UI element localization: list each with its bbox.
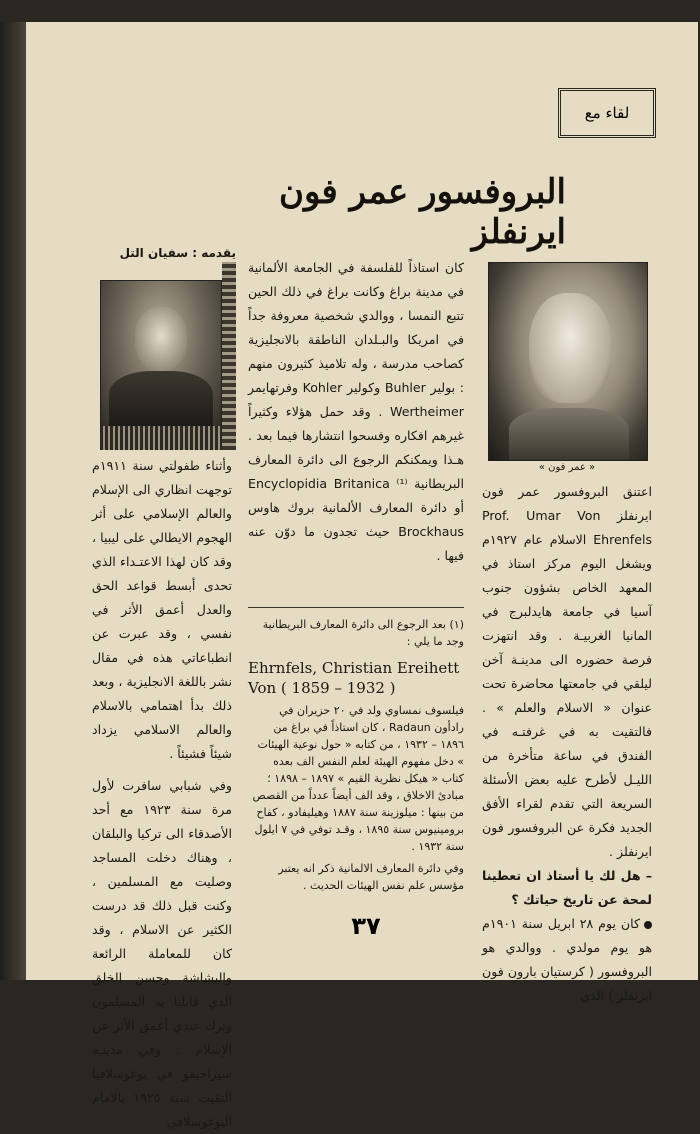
article-byline: يقدمه : سفيان التل xyxy=(119,246,236,260)
middle-paragraph: كان استاذاً للفلسفة في الجامعة الألمانية في مدينة براغ وكانت براغ في ذلك الحين تتبع النمسا ، ووالدي شخصية معروفة جداً في امريكا والبـلدان الناطقة بالانجليزية كصاحب مدرسة ، وله تلاميذ كثيرون منهم : بولير Buhler وكولير Kohler وفرتهايمر Wertheimer . وقد حمل هؤلاء وكثيراً غيرهم افكاره وفسحوا انتشارها فيما بعد . هـذا ويمكنكم الرجوع الى دائرة المعارف البريطانية ⁽¹⁾ Encyclopidia Britanica أو دائرة المعارف الألمانية بروك هاوس Brockhaus حيث تجدون ما دوّن عنه فيها . xyxy=(248,260,464,563)
interview-question: – هل لك يا أستاذ ان تعطينا لمحة عن تاريخ حياتك ؟ xyxy=(482,868,652,907)
bullet-dot xyxy=(644,921,652,929)
interviewer-face xyxy=(135,307,187,371)
section-stamp xyxy=(558,88,656,138)
footnote-body: فيلسوف نمساوي ولد في ٢٠ حزيران في رادأون Radaun ، كان استاذاً في براغ من ١٨٩٦ – ١٩٣٢ ، من كتابه « حول نوعية الهيئات » دخل مفهوم الهيئة لعلم النفس الف بعده كتاب « هيكل نظرية القيم » ١٨٩٧ – ١٨٩٨ ؛ مبادئ الاخلاق ، وقد الف أيضاً عدداً من القصص من بينها : ميلوزينة سنة ١٨٨٧ وهيليفادو ، كفاح برومينيوس سنة ١٨٩٥ ، وقـد توفي في ٧ ايلول سنة ١٩٣٢ . xyxy=(252,704,464,853)
footnote-note: وفي دائرة المعارف الالمانية ذكر انه يعتبر مؤسس علم نفس الهيئات الحديث . xyxy=(278,862,464,892)
photo-cutout-edge xyxy=(100,426,224,450)
portrait-shirt xyxy=(509,408,629,460)
interviewer-suit xyxy=(109,371,213,429)
page-number: ٣٧ xyxy=(351,912,381,940)
article-title: البروفسور عمر فون ايرنفلز xyxy=(279,172,566,252)
column-left xyxy=(92,454,232,1134)
answer-text: كان يوم ٢٨ ابريل سنة ١٩٠١م هو يوم مولدي . ووالدي هو البروفسور ( كرستيان بارون فون ايرنفلز ) الذي xyxy=(482,916,652,1003)
intro-paragraph: اعتنق البروفسور عمر فون ايرنفلز Prof. Umar Von Ehrenfels الاسلام عام ١٩٢٧م ويشغل اليوم مركز استاذ في المعهد الخاص بشؤون جنوب آسيا في جامعة هايدلبرج في المانيا الغربيـة . وقد انتهزت فرصة حضوره الى مدينـة آخن ليلقي في جامعتها محاضرة تحت عنوان « الاسلام والعلم » . فالتقيت به في غرفتـه في الفندق في ساعة متأخرة من الليـل لأطرح عليه بعض الأسئلة السريعة التي تقدم لقراء الأفق الجديد فكرة عن البروفسور فون ايرنفلز . xyxy=(482,484,652,859)
footnote-intro: (١) بعد الرجوع الى دائرة المعارف البريطانية وجد ما يلي : xyxy=(262,618,464,648)
footnote-rule xyxy=(248,607,464,608)
column-middle xyxy=(248,256,464,568)
book-binding xyxy=(0,22,26,980)
portrait-photo-interviewer xyxy=(100,280,222,430)
portrait-photo-professor xyxy=(488,262,648,461)
footnote-latin-heading: Ehrnfels, Christian Ereihett Von ( 1859 – 1932 ) xyxy=(248,659,460,697)
portrait-face xyxy=(529,293,611,403)
magazine-page xyxy=(26,22,698,1129)
photo-caption: « عمر فون » xyxy=(538,462,596,473)
section-stamp-label: لقاء مع xyxy=(584,104,630,122)
left-paragraph-1: وأثناء طفولتي سنة ١٩١١م توجهت انظاري الى الإسلام والعالم الإسلامي على أثر الهجوم الايطالي على ليبيا ، وقد كان لهذا الاعتـداء الذي تحدى أبسط قواعد الحق والعدل أعمق الأثر في نفسي ، وقد عبرت عن انطباعاتي هذه في مقال نشر باللغة الانجليزية ، وبعد ذلك بدأ اهتمامي بالاسلام والعالم الاسلامي يزداد شيئاً فشيئاً . xyxy=(92,458,232,761)
torn-paper-edge xyxy=(222,262,236,450)
left-paragraph-2: وفي شبابي سافرت لأول مرة سنة ١٩٢٣ مع أحد الأصدقاء الى تركيا والبلقان ، وهناك دخلت المساجد وصليت مع المسلمين ، وكنت قبل ذلك قد درست الكثير عن الاسلام ، وقد كان للمعاملة الرائعة والبشاشة وحسن الخلق الذي قابلنا به المسلمون وترك عندي أعمق الأثر عن الإسلام . وفي مدينـة سيراجيفو في يوغوسلافيا التقيت سنة ١٩٢٥ بالامام اليوغوسلافي xyxy=(92,778,232,1129)
answer-paragraph xyxy=(482,912,652,1008)
column-right xyxy=(482,480,652,1008)
